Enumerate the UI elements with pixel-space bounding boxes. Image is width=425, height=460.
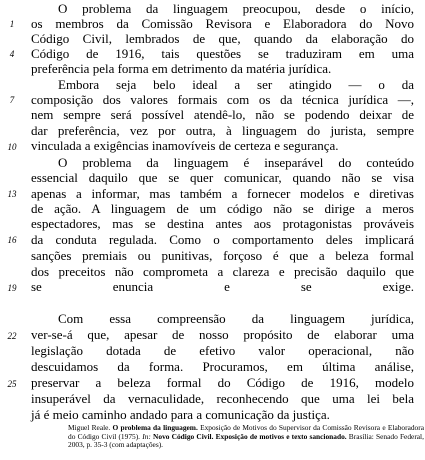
text-line: dos preceitos não comprometa a clareza e precisão daquilo que [31, 264, 414, 279]
reference-part-2: Brasília: Senado Federal, 2003, p. 35-3 (com adaptações). [68, 431, 424, 450]
line-number: 16 [7, 235, 17, 245]
text-line: preferência pela forma em detrimento da matéria jurídica. [31, 61, 332, 76]
reference-title: O problema da linguagem. [112, 423, 198, 432]
line-number: 22 [7, 331, 17, 341]
text-line: Embora seja belo ideal a ser atingido — o da [58, 77, 414, 92]
line-number: 19 [7, 283, 17, 293]
text-line: da conduta regulada. Como o comportamento deles implicará [31, 232, 414, 247]
reference-author: Miguel Reale. [68, 423, 111, 432]
source-reference [68, 424, 424, 450]
text-line: O problema da linguagem é inseparável do conteúdo [58, 155, 414, 170]
text-line: essencial daquilo que se quer comunicar, quando não se visa [31, 170, 414, 185]
text-line: vinculada a exigências inamovíveis de certeza e segurança. [31, 138, 339, 153]
text-line: os membros da Comissão Revisora e Elaboradora do Novo [31, 16, 414, 31]
text-line: espectadores, mas se destina antes aos protagonistas prováveis [31, 216, 414, 231]
text-line: Com essa compreensão da linguagem jurídica, [58, 311, 414, 326]
text-line: composição dos valores formais com os da técnica jurídica —, [31, 92, 414, 107]
line-number: 10 [7, 142, 17, 152]
line-number: 13 [7, 189, 17, 199]
text-line: Código de 1916, tais questões se traduziram em uma [31, 46, 414, 61]
line-number: 1 [9, 19, 15, 29]
text-line: dar preferência, vez por outra, à linguagem do jurista, sempre [31, 123, 414, 138]
reference-part-1: Exposição de Motivos do Supervisor da Comissão Revisora e Elaboradora do Código Civil (1975). [68, 423, 424, 441]
line-number: 25 [7, 379, 17, 389]
text-line [31, 295, 414, 310]
line-number: 4 [9, 49, 15, 59]
text-line: já é meio caminho andado para a comunicação da justiça. [31, 407, 330, 422]
text-line: nem sempre será possível atendê-lo, não se podendo deixar de [31, 107, 414, 122]
text-line: legislação dotada de efetivo valor operacional, não [31, 343, 414, 358]
text-line: O problema da linguagem preocupou, desde o início, [58, 1, 414, 16]
text-line: sanções premiais ou punitivas, forçoso é que a beleza formal [31, 248, 414, 263]
text-line: preservar a beleza formal do Código de 1916, modelo [31, 375, 414, 390]
text-line: descuidamos da forma. Procuramos, em última análise, [31, 359, 414, 374]
text-line: se enuncia e se exige. [31, 279, 414, 294]
line-number: 7 [9, 95, 15, 105]
text-line: de ação. A linguagem de um código não se dirige a meros [31, 201, 414, 216]
text-line: Código Civil, lembrados de que, quando da elaboração do [31, 31, 414, 46]
reference-in: In: [142, 431, 151, 441]
text-line: ver-se-á que, apesar de nosso propósito de elaborar uma [31, 327, 414, 342]
reference-book: Novo Código Civil. Exposição de motivos e texto sancionado. [153, 431, 347, 441]
text-line: insuperável da vernaculidade, reconhecendo que uma lei bela [31, 391, 414, 406]
text-line: apenas a informar, mas também a fornecer modelos e diretivas [31, 186, 414, 201]
